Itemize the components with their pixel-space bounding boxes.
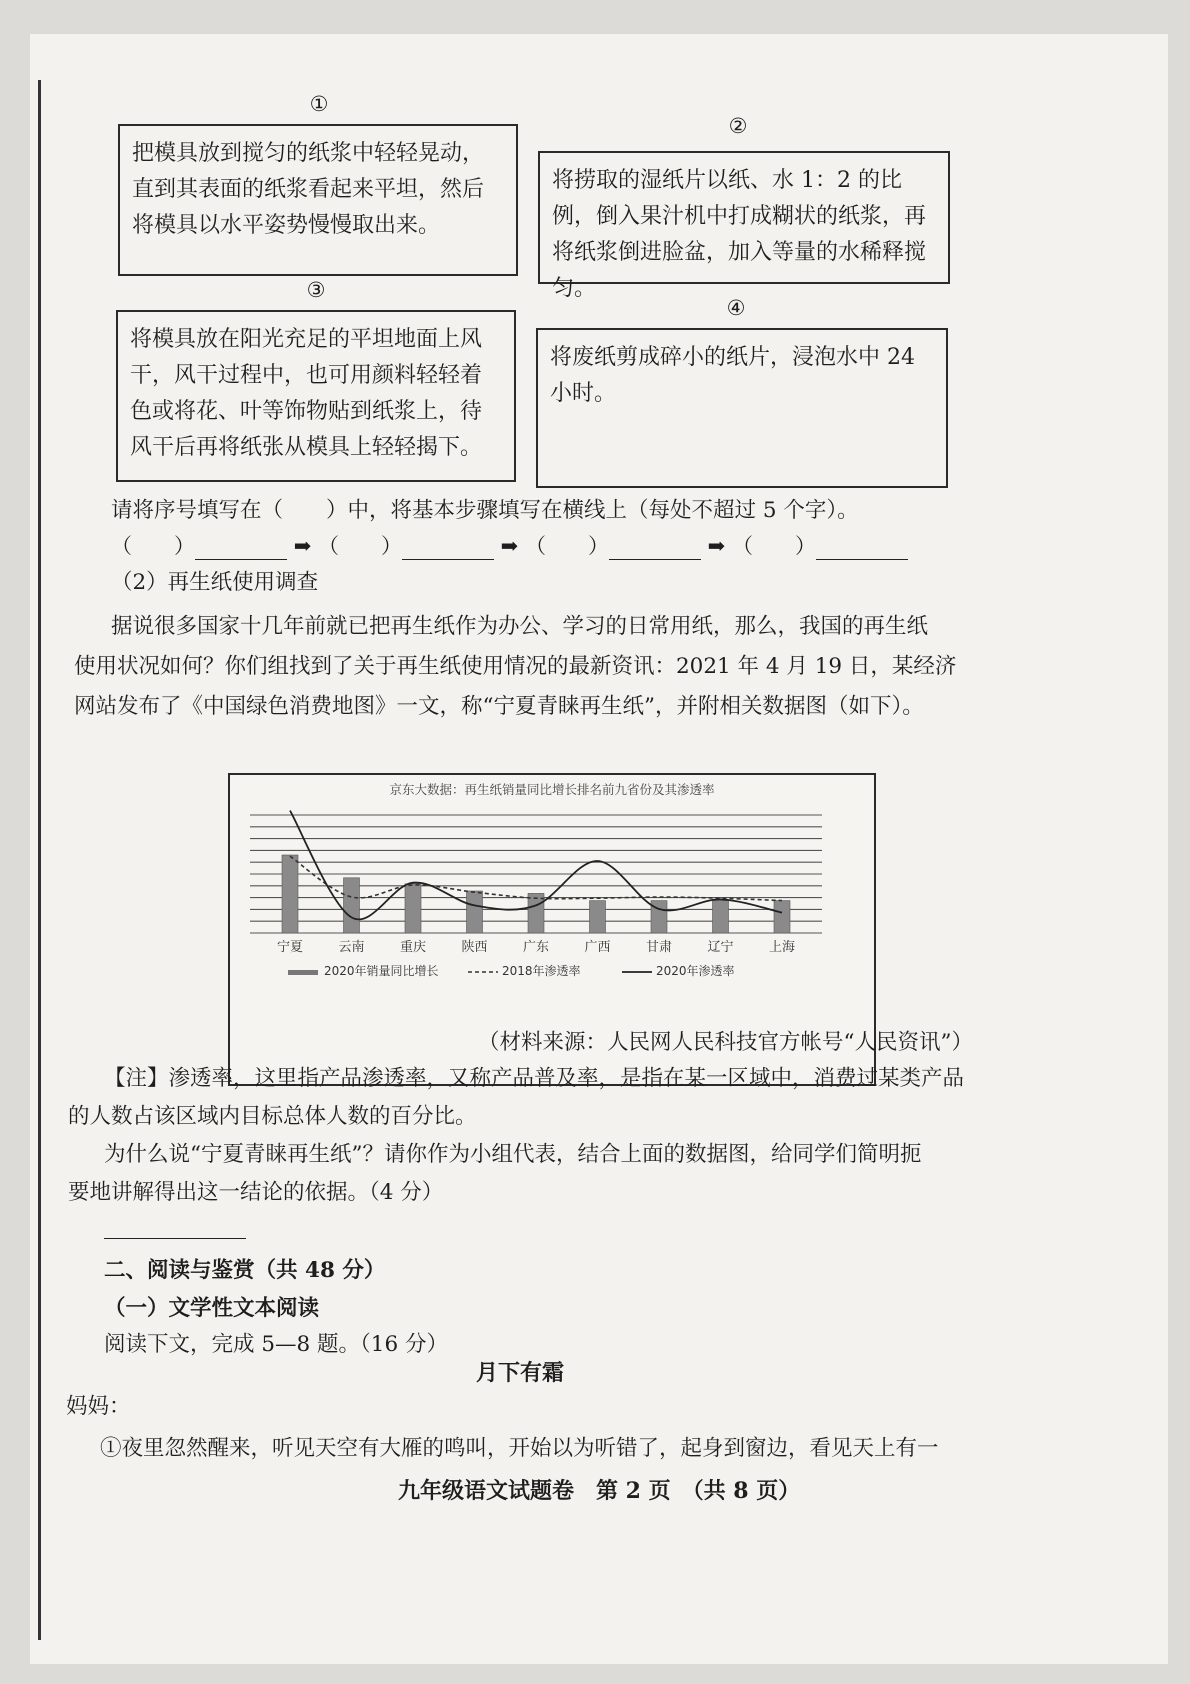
arrow-icon: ➡	[500, 534, 519, 558]
salutation: 妈妈：	[66, 1394, 131, 1419]
line-blank-2[interactable]	[402, 537, 494, 560]
step-number-3: ③	[306, 278, 326, 302]
note-line-2: 的人数占该区域内目标总体人数的百分比。	[68, 1104, 477, 1129]
legend-swatch-bar	[288, 970, 318, 975]
step-box-4	[536, 328, 948, 488]
section-heading: 二、阅读与鉴赏（共 48 分）	[104, 1258, 386, 1283]
category-label-陕西: 陕西	[461, 940, 488, 955]
chart-title: 京东大数据：再生纸销量同比增长排名前九省份及其渗透率	[389, 782, 715, 797]
bar-宁夏	[282, 855, 298, 933]
arrow-icon: ➡	[707, 534, 726, 558]
bar-广东	[528, 893, 544, 933]
bar-云南	[344, 878, 360, 933]
instruction-text: 请将序号填写在（ ）中，将基本步骤填写在横线上（每处不超过 5 个字）。	[111, 498, 859, 523]
binding-line	[38, 80, 41, 1640]
category-label-宁夏: 宁夏	[276, 940, 304, 955]
category-label-辽宁: 辽宁	[707, 940, 734, 955]
article-title: 月下有霜	[476, 1360, 565, 1386]
paren-blank-4[interactable]: （ ）	[731, 534, 816, 558]
step-text-3: 将模具放在阳光充足的平坦地面上风干，风干过程中，也可用颜料轻轻着色或将花、叶等饰物贴到纸浆上，待风干后再将纸张从模具上轻轻揭下。	[130, 327, 483, 460]
line-blank-3[interactable]	[609, 537, 701, 560]
source-text: （材料来源：人民网人民科技官方帐号“人民资讯”）	[478, 1030, 973, 1055]
sub-heading: （一）文学性文本阅读	[104, 1296, 320, 1321]
step-text-4: 将废纸剪成碎小的纸片，浸泡水中 24 小时。	[550, 345, 915, 406]
step-number-2: ②	[728, 114, 748, 138]
answer-line[interactable]	[104, 1238, 246, 1239]
line-blank-4[interactable]	[816, 537, 908, 560]
bar-广西	[590, 901, 606, 933]
fill-row	[111, 530, 908, 560]
step-text-1: 把模具放到搅匀的纸浆中轻轻晃动，直到其表面的纸浆看起来平坦，然后将模具以水平姿势慢慢取出来。	[132, 141, 485, 238]
bar-上海	[774, 901, 790, 933]
section2-title: （2）再生纸使用调查	[111, 570, 319, 595]
para-line-3: 网站发布了《中国绿色消费地图》一文，称“宁夏青睐再生纸”，并附相关数据图（如下）。	[74, 694, 924, 719]
legend-label-2020: 2020年渗透率	[656, 964, 735, 978]
step-box-3	[116, 310, 516, 482]
step-box-2	[538, 151, 950, 301]
paren-blank-3[interactable]: （ ）	[524, 534, 609, 558]
step-box-1	[118, 124, 518, 276]
first-paragraph: ①夜里忽然醒来，听见天空有大雁的鸣叫，开始以为听错了，起身到窗边，看见天上有一	[100, 1436, 939, 1461]
bar-陕西	[467, 891, 483, 933]
note-line-1: 【注】渗透率，这里指产品渗透率，又称产品普及率，是指在某一区域中，消费过某类产品	[104, 1066, 965, 1091]
category-label-重庆: 重庆	[399, 940, 427, 955]
para-line-1: 据说很多国家十几年前就已把再生纸作为办公、学习的日常用纸，那么，我国的再生纸	[111, 614, 929, 639]
category-label-云南: 云南	[338, 940, 365, 955]
para-line-2: 使用状况如何？你们组找到了关于再生纸使用情况的最新资讯：2021 年 4 月 19 日，某经济	[74, 654, 957, 679]
category-label-广东: 广东	[522, 940, 550, 955]
step-number-4: ④	[726, 296, 746, 320]
step-number-1: ①	[309, 92, 329, 116]
category-label-上海: 上海	[768, 940, 796, 955]
read-instruction: 阅读下文，完成 5—8 题。（16 分）	[104, 1332, 448, 1357]
bar-重庆	[405, 884, 421, 933]
legend-label-2018: 2018年渗透率	[502, 964, 581, 978]
paren-blank-2[interactable]: （ ）	[317, 534, 402, 558]
step-text-2: 将捞取的湿纸片以纸、水 1：2 的比例，倒入果汁机中打成糊状的纸浆，再将纸浆倒进脸盆，加入等量的水稀释搅匀。	[552, 168, 927, 301]
legend-label-bar: 2020年销量同比增长	[324, 964, 439, 978]
category-label-广西: 广西	[584, 940, 611, 955]
paren-blank-1[interactable]: （ ）	[111, 534, 195, 558]
bar-辽宁	[713, 901, 729, 933]
page-footer: 九年级语文试题卷 第 2 页 （共 8 页）	[398, 1478, 801, 1504]
arrow-icon: ➡	[293, 534, 312, 558]
line-blank-1[interactable]	[195, 537, 287, 560]
category-label-甘肃: 甘肃	[645, 940, 673, 955]
question-line-2: 要地讲解得出这一结论的依据。（4 分）	[68, 1180, 444, 1205]
question-line-1: 为什么说“宁夏青睐再生纸”？请你作为小组代表，结合上面的数据图，给同学们简明扼	[104, 1142, 922, 1167]
